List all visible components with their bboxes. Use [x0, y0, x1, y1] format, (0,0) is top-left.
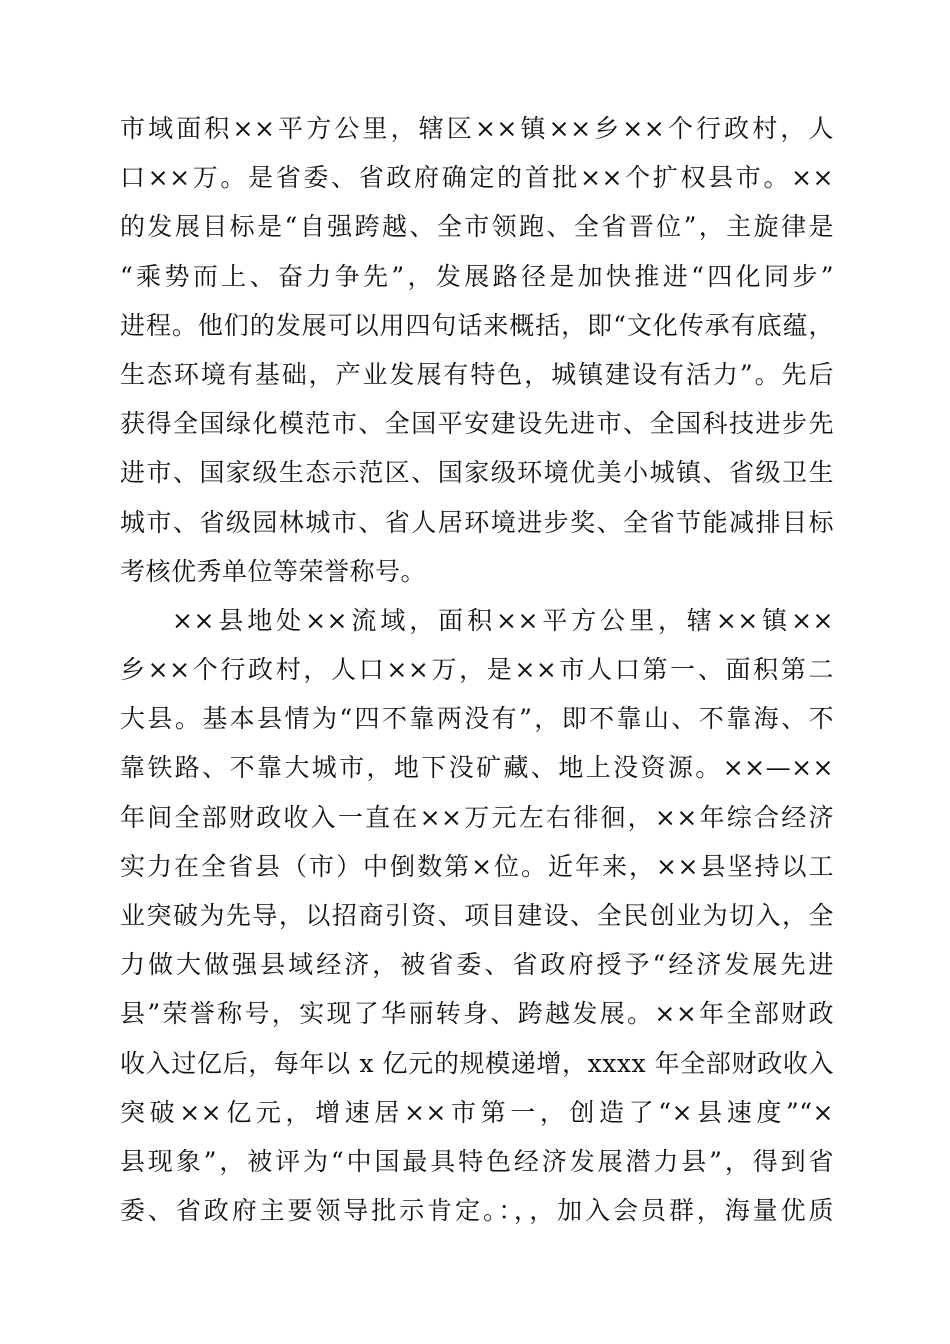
paragraph-1 — [120, 104, 834, 596]
text-line: 县现象”，被评为“中国最具特色经济发展潜力县”，得到省 — [120, 1146, 834, 1176]
text-line: 年间全部财政收入一直在××万元左右徘徊，××年综合经济 — [120, 802, 834, 832]
text-line: 进市、国家级生态示范区、国家级环境优美小城镇、省级卫生 — [120, 458, 834, 488]
text-line: ××县地处××流域，面积××平方公里，辖××镇×× — [172, 605, 834, 635]
text-line: 城市、省级园林城市、省人居环境进步奖、全省节能减排目标 — [120, 507, 834, 537]
text-line: 收入过亿后，每年以 x 亿元的规模递增，xxxx 年全部财政收入 — [120, 1048, 834, 1078]
text-line: 获得全国绿化模范市、全国平安建设先进市、全国科技进步先 — [120, 409, 834, 439]
text-line: “乘势而上、奋力争先”，发展路径是加快推进“四化同步” — [120, 261, 834, 291]
paragraph-2 — [120, 596, 834, 1235]
text-line: 业突破为先导，以招商引资、项目建设、全民创业为切入，全 — [120, 901, 834, 930]
text-line: 的发展目标是“自强跨越、全市领跑、全省晋位”，主旋律是 — [120, 212, 834, 242]
text-line: 力做大做强县域经济，被省委、省政府授予“经济发展先进 — [120, 950, 834, 980]
text-line: 实力在全省县（市）中倒数第×位。近年来，××县坚持以工 — [120, 851, 834, 881]
text-line: 进程。他们的发展可以用四句话来概括，即“文化传承有底蕴， — [120, 310, 834, 340]
text-line: 乡××个行政村，人口××万，是××市人口第一、面积第二 — [120, 655, 834, 685]
text-line: 市域面积××平方公里，辖区××镇××乡××个行政村，人 — [120, 114, 834, 143]
text-line: 靠铁路、不靠大城市，地下没矿藏、地上没资源。××—×× — [120, 753, 834, 783]
text-line: 突破××亿元，增速居××市第一，创造了“×县速度”“× — [120, 1097, 834, 1127]
text-line: 县”荣誉称号，实现了华丽转身、跨越发展。××年全部财政 — [120, 999, 834, 1029]
text-line: 考核优秀单位等荣誉称号。 — [120, 556, 427, 586]
text-line: 委、省政府主要领导批示肯定。：，，加入会员群，海量优质 — [120, 1196, 834, 1226]
text-line: 大县。基本县情为“四不靠两没有”，即不靠山、不靠海、不 — [120, 704, 834, 734]
document-body — [120, 104, 834, 1235]
text-line: 口××万。是省委、省政府确定的首批××个扩权县市。×× — [120, 163, 834, 193]
text-line: 生态环境有基础，产业发展有特色，城镇建设有活力”。先后 — [120, 359, 834, 389]
